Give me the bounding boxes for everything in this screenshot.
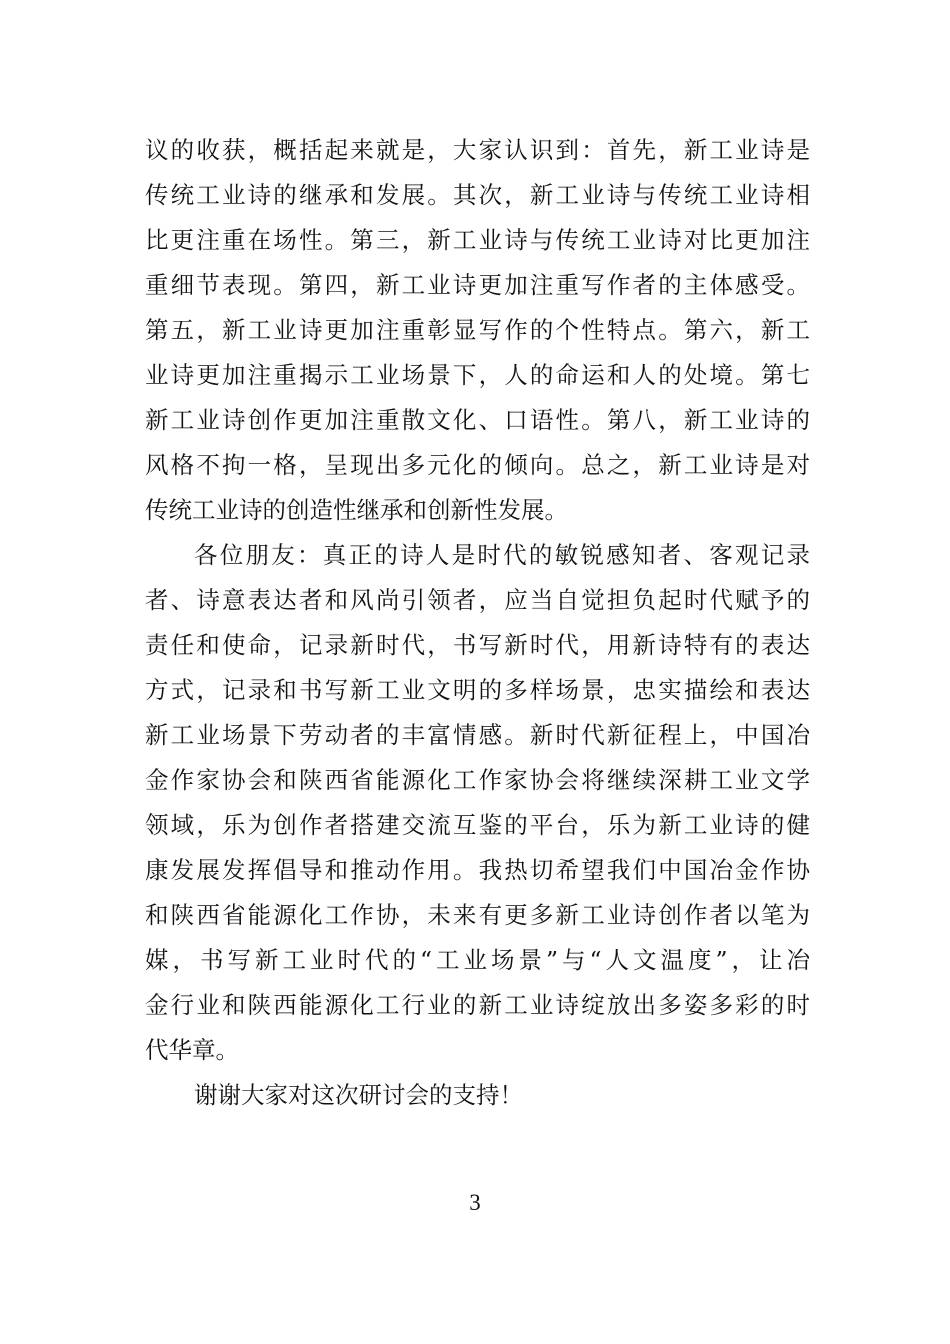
text-line: 重细节表现。第四，新工业诗更加注重写作者的主体感受。 [145,271,810,299]
text-line: 比更注重在场性。第三，新工业诗与传统工业诗对比更加注 [145,226,810,254]
text-line: 康发展发挥倡导和推动作用。我热切希望我们中国冶金作协 [145,856,810,884]
text-line: 代华章。 [145,1036,239,1064]
text-line: 风格不拘一格，呈现出多元化的倾向。总之，新工业诗是对 [145,451,810,479]
text-line: 者、诗意表达者和风尚引领者，应当自觉担负起时代赋予的 [145,586,810,614]
text-line: 传统工业诗的创造性继承和创新性发展。 [145,496,568,524]
paragraph-address-friends [145,533,810,1073]
text-line: 金行业和陕西能源化工行业的新工业诗绽放出多姿多彩的时 [145,991,810,1019]
text-line: 方式，记录和书写新工业文明的多样场景，忠实描绘和表达 [145,676,810,704]
text-line: 和陕西省能源化工作协，未来有更多新工业诗创作者以笔为 [145,901,810,929]
text-line: 新工业诗创作更加注重散文化、口语性。第八，新工业诗的 [145,406,810,434]
text-line: 责任和使命，记录新时代，书写新时代，用新诗特有的表达 [145,631,810,659]
text-line: 议的收获，概括起来就是，大家认识到：首先，新工业诗是 [145,136,810,164]
text-line: 金作家协会和陕西省能源化工作家协会将继续深耕工业文学 [145,766,810,794]
page-number: 3 [469,1190,481,1215]
text-line: 领域，乐为创作者搭建交流互鉴的平台，乐为新工业诗的健 [145,811,810,839]
text-line: 媒，书写新工业时代的“工业场景”与“人文温度”，让冶 [145,946,810,974]
text-line: 业诗更加注重揭示工业场景下，人的命运和人的处境。第七 [145,361,810,389]
paragraph-thanks [145,1073,810,1118]
page-body [145,128,810,1118]
paragraph-conclusions [145,128,810,533]
text-line: 谢谢大家对这次研讨会的支持！ [194,1081,523,1109]
text-line: 新工业场景下劳动者的丰富情感。新时代新征程上，中国冶 [145,721,810,749]
text-line: 传统工业诗的继承和发展。其次，新工业诗与传统工业诗相 [145,181,810,209]
text-line: 各位朋友：真正的诗人是时代的敏锐感知者、客观记录 [194,541,810,569]
text-line: 第五，新工业诗更加注重彰显写作的个性特点。第六，新工 [145,316,810,344]
